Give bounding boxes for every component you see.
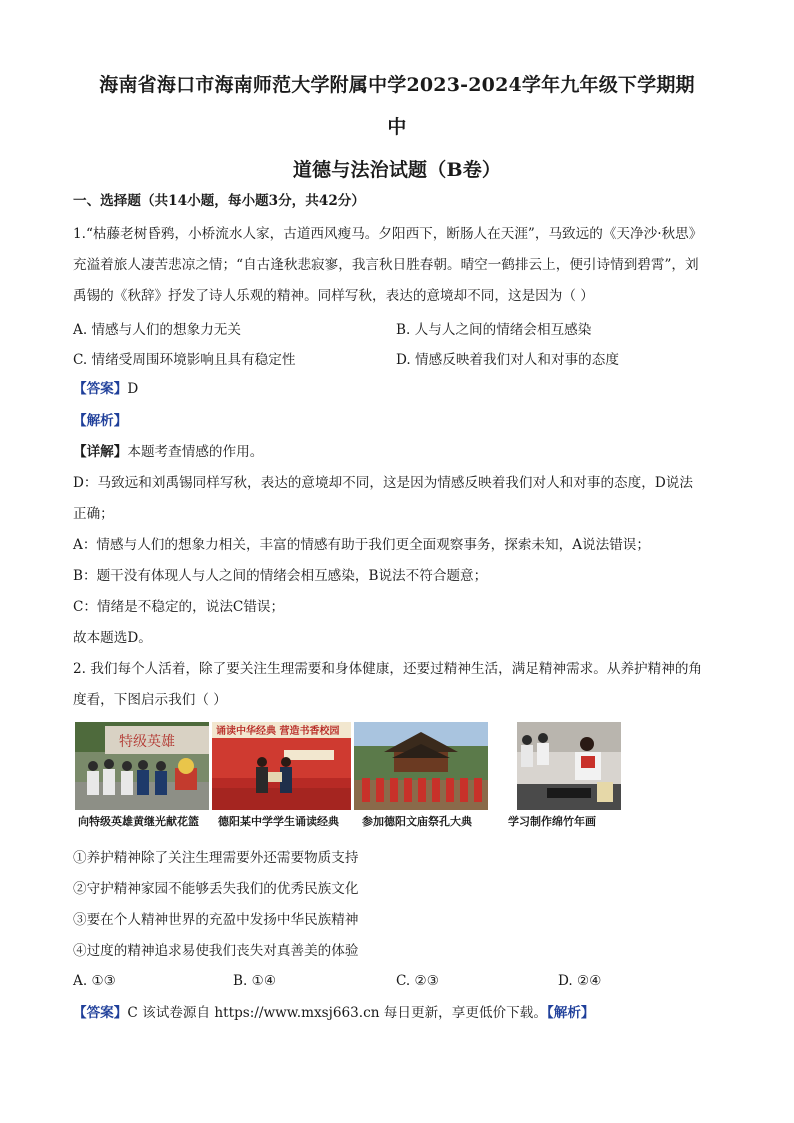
section-heading: 一、选择题（共14小题，每小题3分，共42分） <box>73 193 365 209</box>
q2-option-c: C. ②③ <box>396 973 439 989</box>
q2-option-a: A. ①③ <box>73 973 116 989</box>
photo-flower-basket <box>75 722 209 810</box>
q1-detail-text: 本题考查情感的作用。 <box>127 444 264 460</box>
q1-detail <box>73 442 723 462</box>
page-subtitle: 道德与法治试题（B卷） <box>292 159 502 181</box>
q2-answer-line <box>73 1003 723 1023</box>
q2-source-link[interactable]: 该试卷源自 https://www.mxsj663.cn 每日更新，享更低价下载。 <box>137 1005 547 1021</box>
photo-new-year-painting <box>517 722 621 810</box>
q1-answer <box>73 379 723 399</box>
q2-photo-caption-2: 德阳某中学学生诵读经典 <box>218 815 339 828</box>
q1-option-c: C. 情绪受周围环境影响且具有稳定性 <box>73 352 296 368</box>
q1-explain-line4: B：题干没有体现人与人之间的情绪会相互感染，B说法不符合题意； <box>73 568 488 584</box>
q1-option-b: B. 人与人之间的情绪会相互感染 <box>396 322 592 338</box>
page-title-line1-continued: 中 <box>387 116 407 138</box>
q2-photo-caption-3: 参加德阳文庙祭孔大典 <box>362 815 472 828</box>
q2-statement-1: ①养护精神除了关注生理需要外还需要物质支持 <box>73 850 359 866</box>
q2-statement-3: ③要在个人精神世界的充盈中发扬中华民族精神 <box>73 912 359 928</box>
photo-banner-text: 诵读中华经典 营造书香校园 <box>216 726 340 737</box>
q1-explain-line2: 正确； <box>73 506 114 522</box>
q1-analysis-label: 【解析】 <box>73 413 128 429</box>
q1-detail-label: 【详解】 <box>73 444 128 460</box>
q1-answer-value: D <box>127 381 139 397</box>
q1-stem-line2: 充溢着旅人凄苦悲凉之情；“自古逢秋悲寂寥，我言秋日胜春朝。晴空一鹤排云上，便引诗情到碧霄”，刘 <box>73 257 699 273</box>
q2-photo-caption-4: 学习制作绵竹年画 <box>508 815 596 828</box>
q1-explain-line1: D：马致远和刘禹锡同样写秋，表达的意境却不同，这是因为情感反映着我们对人和对事的态度，D说法 <box>73 475 693 491</box>
q2-answer-label: 【答案】 <box>73 1005 128 1021</box>
photo-reading-classics <box>212 722 351 810</box>
q2-option-d: D. ②④ <box>558 973 602 989</box>
q1-option-d: D. 情感反映着我们对人和对事的态度 <box>396 352 619 368</box>
q2-analysis-label: 【解析】 <box>546 1005 595 1021</box>
q2-statement-4: ④过度的精神追求易使我们丧失对真善美的体验 <box>73 943 359 959</box>
q1-explain-line5: C：情绪是不稳定的，说法C错误； <box>73 599 285 615</box>
q1-answer-label: 【答案】 <box>73 381 128 397</box>
q2-stem-line2: 度看，下图启示我们（ ） <box>73 692 227 708</box>
q2-photo-caption-1: 向特级英雄黄继光献花篮 <box>78 815 199 828</box>
page-title-line1: 海南省海口市海南师范大学附属中学2023-2024学年九年级下学期期 <box>99 74 695 96</box>
q2-stem-line1: 2. 我们每个人活着，除了要关注生理需要和身体健康，还要过精神生活，满足精神需求。从养护精神的角 <box>73 661 703 677</box>
q2-statement-2: ②守护精神家园不能够丢失我们的优秀民族文化 <box>73 881 359 897</box>
q1-explain-line6: 故本题选D。 <box>73 630 152 646</box>
q1-stem-line1: 1.“枯藤老树昏鸦，小桥流水人家，古道西风瘦马。夕阳西下，断肠人在天涯”，马致远的《天净沙·秋思》 <box>73 226 703 242</box>
q1-explain-line3: A：情感与人们的想象力相关，丰富的情感有助于我们更全面观察事务，探索未知，A说法错误； <box>73 537 650 553</box>
svg-text:特级英雄: 特级英雄 <box>119 734 175 750</box>
q2-option-b: B. ①④ <box>233 973 277 989</box>
q1-stem-line3: 禹锡的《秋辞》抒发了诗人乐观的精神。同样写秋，表达的意境却不同，这是因为（ ） <box>73 288 594 304</box>
q1-option-a: A. 情感与人们的想象力无关 <box>73 322 241 338</box>
photo-confucius-ceremony <box>354 722 488 810</box>
q2-answer-value: C <box>127 1005 138 1021</box>
